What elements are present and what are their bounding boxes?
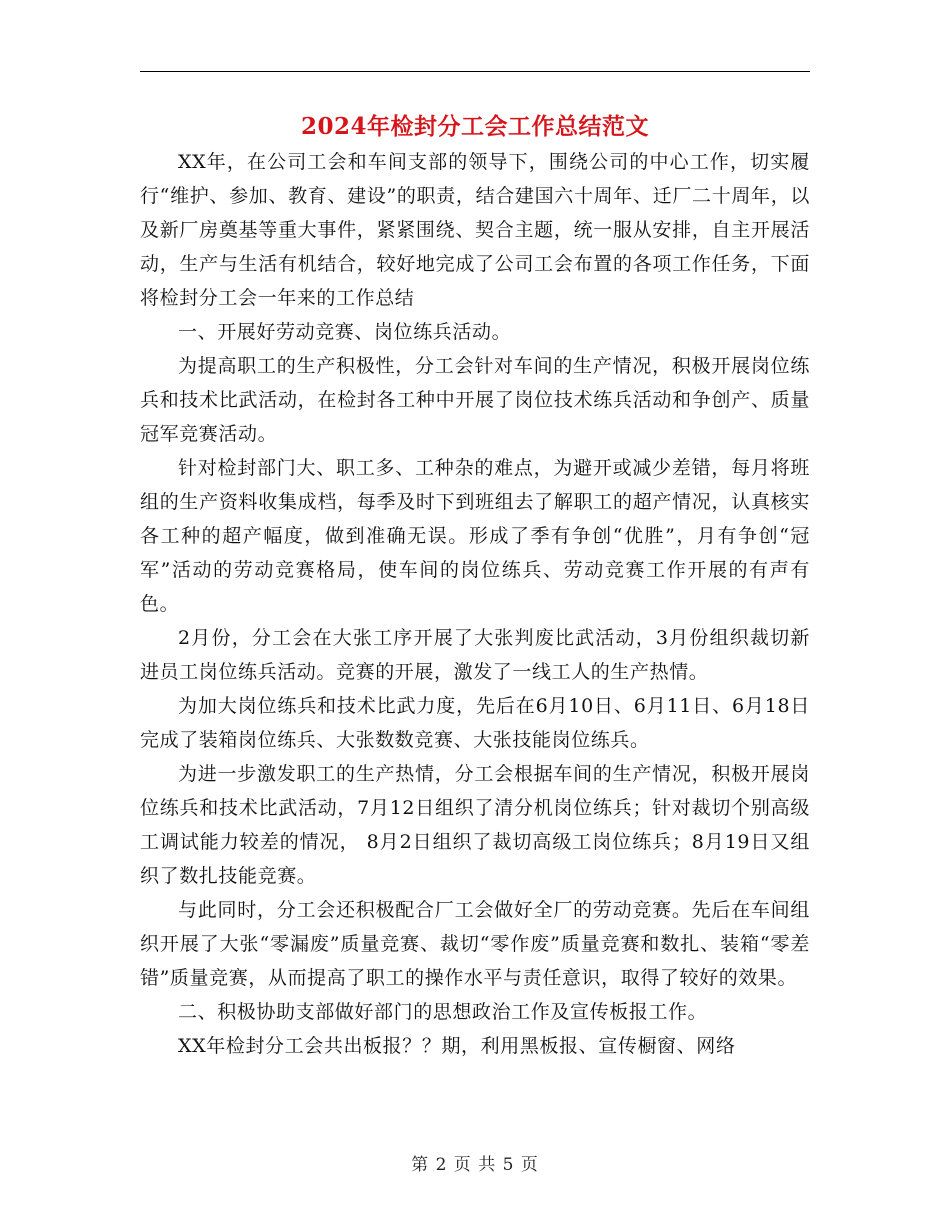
paragraph: 为进一步激发职工的生产热情，分工会根据车间的生产情况，积极开展岗位练兵和技术比武活动，7月12日组织了清分机岗位练兵；针对裁切个别高级工调试能力较差的情况， 8月2日组织了裁切高级工岗位练兵；8月19日又组织了数扎技能竞赛。 [140, 763, 810, 887]
paragraph: 2月份，分工会在大张工序开展了大张判废比武活动，3月份组织裁切新进员工岗位练兵活动。竞赛的开展，激发了一线工人的生产热情。 [140, 627, 810, 683]
paragraph: 针对检封部门大、职工多、工种杂的难点，为避开或减少差错，每月将班组的生产资料收集成档，每季及时下到班组去了解职工的超产情况，认真核实各工种的超产幅度，做到准确无误。形成了季有争创“优胜”，月有争创“冠军”活动的劳动竞赛格局，使车间的岗位练兵、劳动竞赛工作开展的有声有色。 [140, 457, 810, 615]
paragraph-intro: XX年，在公司工会和车间支部的领导下，围绕公司的中心工作，切实履行“维护、参加、教育、建设”的职责，结合建国六十周年、迁厂二十周年，以及新厂房奠基等重大事件，紧紧围绕、契合主题，统一服从安排，自主开展活动，生产与生活有机结合，较好地完成了公司工会布置的各项工作任务，下面将检封分工会一年来的工作总结 [140, 151, 810, 309]
document-body [140, 145, 810, 1063]
paragraph: 与此同时，分工会还积极配合厂工会做好全厂的劳动竞赛。先后在车间组织开展了大张“零漏废”质量竞赛、裁切“零作废”质量竞赛和数扎、装箱“零差错”质量竞赛，从而提高了职工的操作水平与责任意识，取得了较好的效果。 [140, 899, 810, 989]
section-heading-2: 二、积极协助支部做好部门的思想政治工作及宣传板报工作。 [178, 1001, 708, 1023]
page-footer: 第 2 页 共 5 页 [411, 1155, 539, 1175]
header-rule [140, 71, 810, 72]
paragraph: 为加大岗位练兵和技术比武力度，先后在6月10日、6月11日、6月18日完成了装箱岗位练兵、大张数数竞赛、大张技能岗位练兵。 [140, 695, 810, 751]
document-title: 2024年检封分工会工作总结范文 [300, 113, 649, 140]
paragraph: 为提高职工的生产积极性，分工会针对车间的生产情况，积极开展岗位练兵和技术比武活动，在检封各工种中开展了岗位技术练兵活动和争创产、质量冠军竞赛活动。 [140, 355, 810, 445]
section-heading-1: 一、开展好劳动竞赛、岗位练兵活动。 [178, 321, 512, 343]
paragraph: XX年检封分工会共出板报？？期，利用黑板报、宣传橱窗、网络 [178, 1035, 736, 1057]
